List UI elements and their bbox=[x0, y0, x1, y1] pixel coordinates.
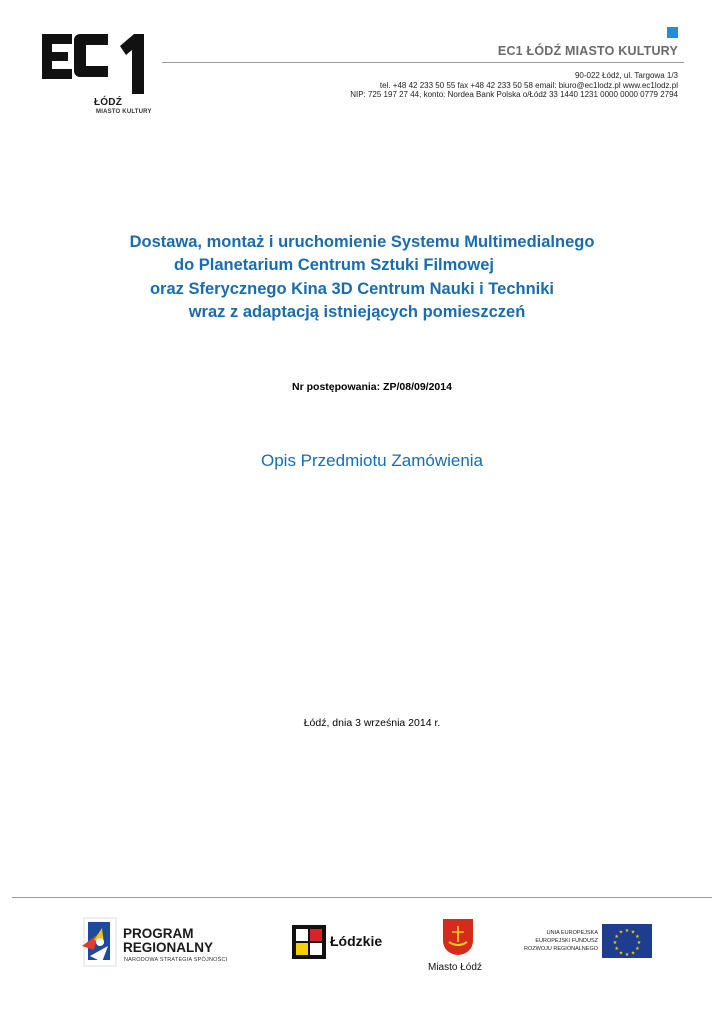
svg-text:★: ★ bbox=[614, 934, 619, 940]
procedure-number: Nr postępowania: ZP/08/09/2014 bbox=[292, 381, 452, 393]
ec1-logo bbox=[38, 28, 158, 120]
bank-line: NIP: 725 197 27 44, konto: Nordea Bank Polska o/Łódź 33 1440 1231 0000 0000 0779 2794 bbox=[350, 90, 678, 99]
footer-divider bbox=[12, 897, 712, 898]
svg-text:★: ★ bbox=[614, 946, 619, 952]
document-title-line: wraz z adaptacją istniejących pomieszczeń bbox=[188, 303, 526, 321]
svg-text:★: ★ bbox=[635, 934, 640, 940]
svg-text:★: ★ bbox=[624, 928, 630, 934]
program-title: PROGRAM bbox=[123, 926, 194, 941]
lodzkie-label: Łódzkie bbox=[330, 933, 383, 949]
city-label: Miasto Łódź bbox=[428, 962, 482, 973]
logo-lodz-text: ŁÓDŹ bbox=[94, 97, 123, 108]
lodz-crest-icon bbox=[442, 918, 474, 956]
eu-text-line: ROZWOJU REGIONALNEGO bbox=[524, 946, 598, 952]
document-title-line: oraz Sferycznego Kina 3D Centrum Nauki i Techniki bbox=[149, 280, 555, 298]
document-title-line: do Planetarium Centrum Sztuki Filmowej bbox=[174, 256, 494, 274]
program-regionalny-logo-icon bbox=[80, 916, 120, 968]
document-title-line: Dostawa, montaż i uruchomienie Systemu Multimedialnego bbox=[129, 233, 595, 251]
address-line: 90-022 Łódź, ul. Targowa 1/3 bbox=[574, 71, 678, 80]
program-title: REGIONALNY bbox=[123, 940, 214, 955]
document-subject: Opis Przedmiotu Zamówienia bbox=[260, 451, 484, 470]
svg-text:★: ★ bbox=[618, 929, 624, 936]
svg-text:★: ★ bbox=[612, 940, 618, 946]
contact-line: tel. +48 42 233 50 55 fax +48 42 233 50 58 email: biuro@ec1lodz.pl www.ec1lodz.pl bbox=[379, 81, 678, 90]
document-date: Łódź, dnia 3 września 2014 r. bbox=[303, 717, 441, 729]
organization-name: EC1 ŁÓDŹ MIASTO KULTURY bbox=[497, 44, 678, 58]
svg-text:★: ★ bbox=[630, 950, 636, 957]
logo-miasto-text: MIASTO KULTURY bbox=[96, 109, 152, 115]
svg-text:★: ★ bbox=[624, 952, 630, 958]
svg-text:★: ★ bbox=[630, 929, 636, 936]
header-divider bbox=[162, 62, 684, 63]
eu-text-line: EUROPEJSKI FUNDUSZ bbox=[535, 938, 598, 944]
accent-square-icon bbox=[667, 27, 678, 38]
svg-text:★: ★ bbox=[635, 946, 640, 952]
svg-text:★: ★ bbox=[618, 950, 624, 957]
eu-flag-icon bbox=[602, 924, 652, 958]
svg-text:★: ★ bbox=[636, 940, 642, 946]
ec1-logo-mark-icon bbox=[38, 28, 158, 98]
eu-text-line: UNIA EUROPEJSKA bbox=[546, 930, 598, 936]
lodzkie-logo-icon bbox=[292, 925, 326, 959]
program-subtitle: NARODOWA STRATEGIA SPÓJNOŚCI bbox=[124, 957, 228, 963]
